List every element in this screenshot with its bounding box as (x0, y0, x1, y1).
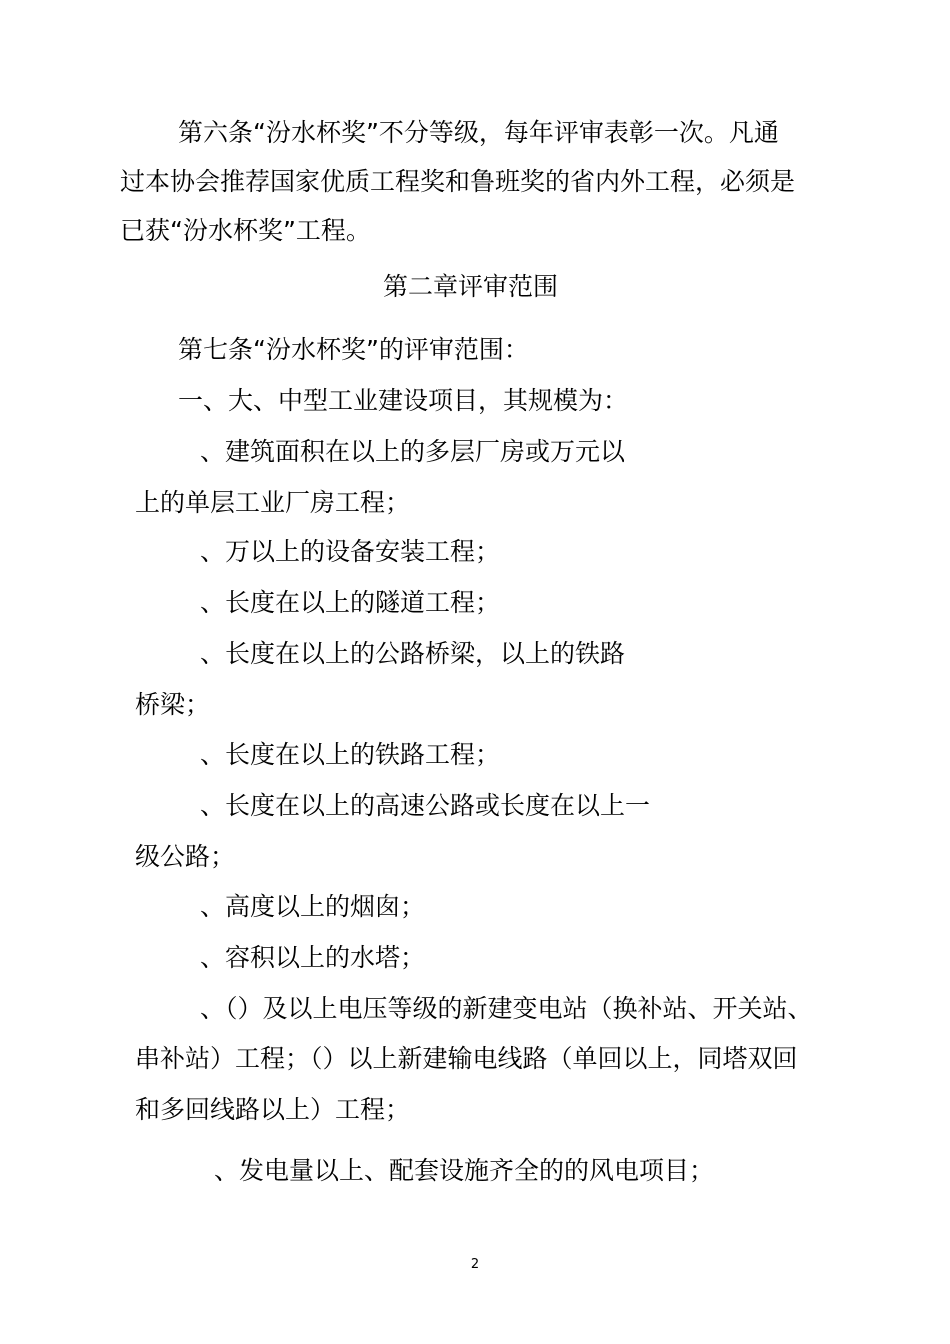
list-item: 、高度以上的烟囱； (200, 892, 426, 921)
chapter-title: 第二章评审范围 (383, 272, 559, 301)
article6-line2: 过本协会推荐国家优质工程奖和鲁班奖的省内外工程，必须是 (120, 167, 796, 196)
list-item-continuation: 桥梁； (135, 690, 211, 719)
list-item: 、长度在以上的高速公路或长度在以上一 (200, 791, 651, 820)
list-item: 、长度在以上的隧道工程； (200, 588, 501, 617)
list-item-continuation: 和多回线路以上）工程； (135, 1095, 411, 1124)
article6-line3: 已获“汾水杯奖”工程。 (120, 216, 371, 245)
list-item: 、建筑面积在以上的多层厂房或万元以 (200, 437, 626, 466)
section-heading: 一、大、中型工业建设项目，其规模为： (178, 386, 629, 415)
list-item: 、长度在以上的铁路工程； (200, 740, 501, 769)
list-item: 、容积以上的水塔； (200, 943, 426, 972)
list-item: 、长度在以上的公路桥梁，以上的铁路 (200, 639, 626, 668)
article6-line1: 第六条“汾水杯奖”不分等级，每年评审表彰一次。凡通 (178, 118, 779, 147)
list-item: 、万以上的设备安装工程； (200, 537, 501, 566)
list-item-continuation: 串补站）工程；（）以上新建输电线路（单回以上，同塔双回 (135, 1044, 798, 1073)
list-item: 、（）及以上电压等级的新建变电站（换补站、开关站、 (200, 994, 813, 1023)
list-item-continuation: 级公路； (135, 842, 236, 871)
list-item: 、发电量以上、配套设施齐全的的风电项目； (214, 1156, 715, 1185)
article7-intro: 第七条“汾水杯奖”的评审范围： (178, 335, 529, 364)
list-item-continuation: 上的单层工业厂房工程； (135, 488, 411, 517)
page-number: 2 (470, 1257, 480, 1272)
